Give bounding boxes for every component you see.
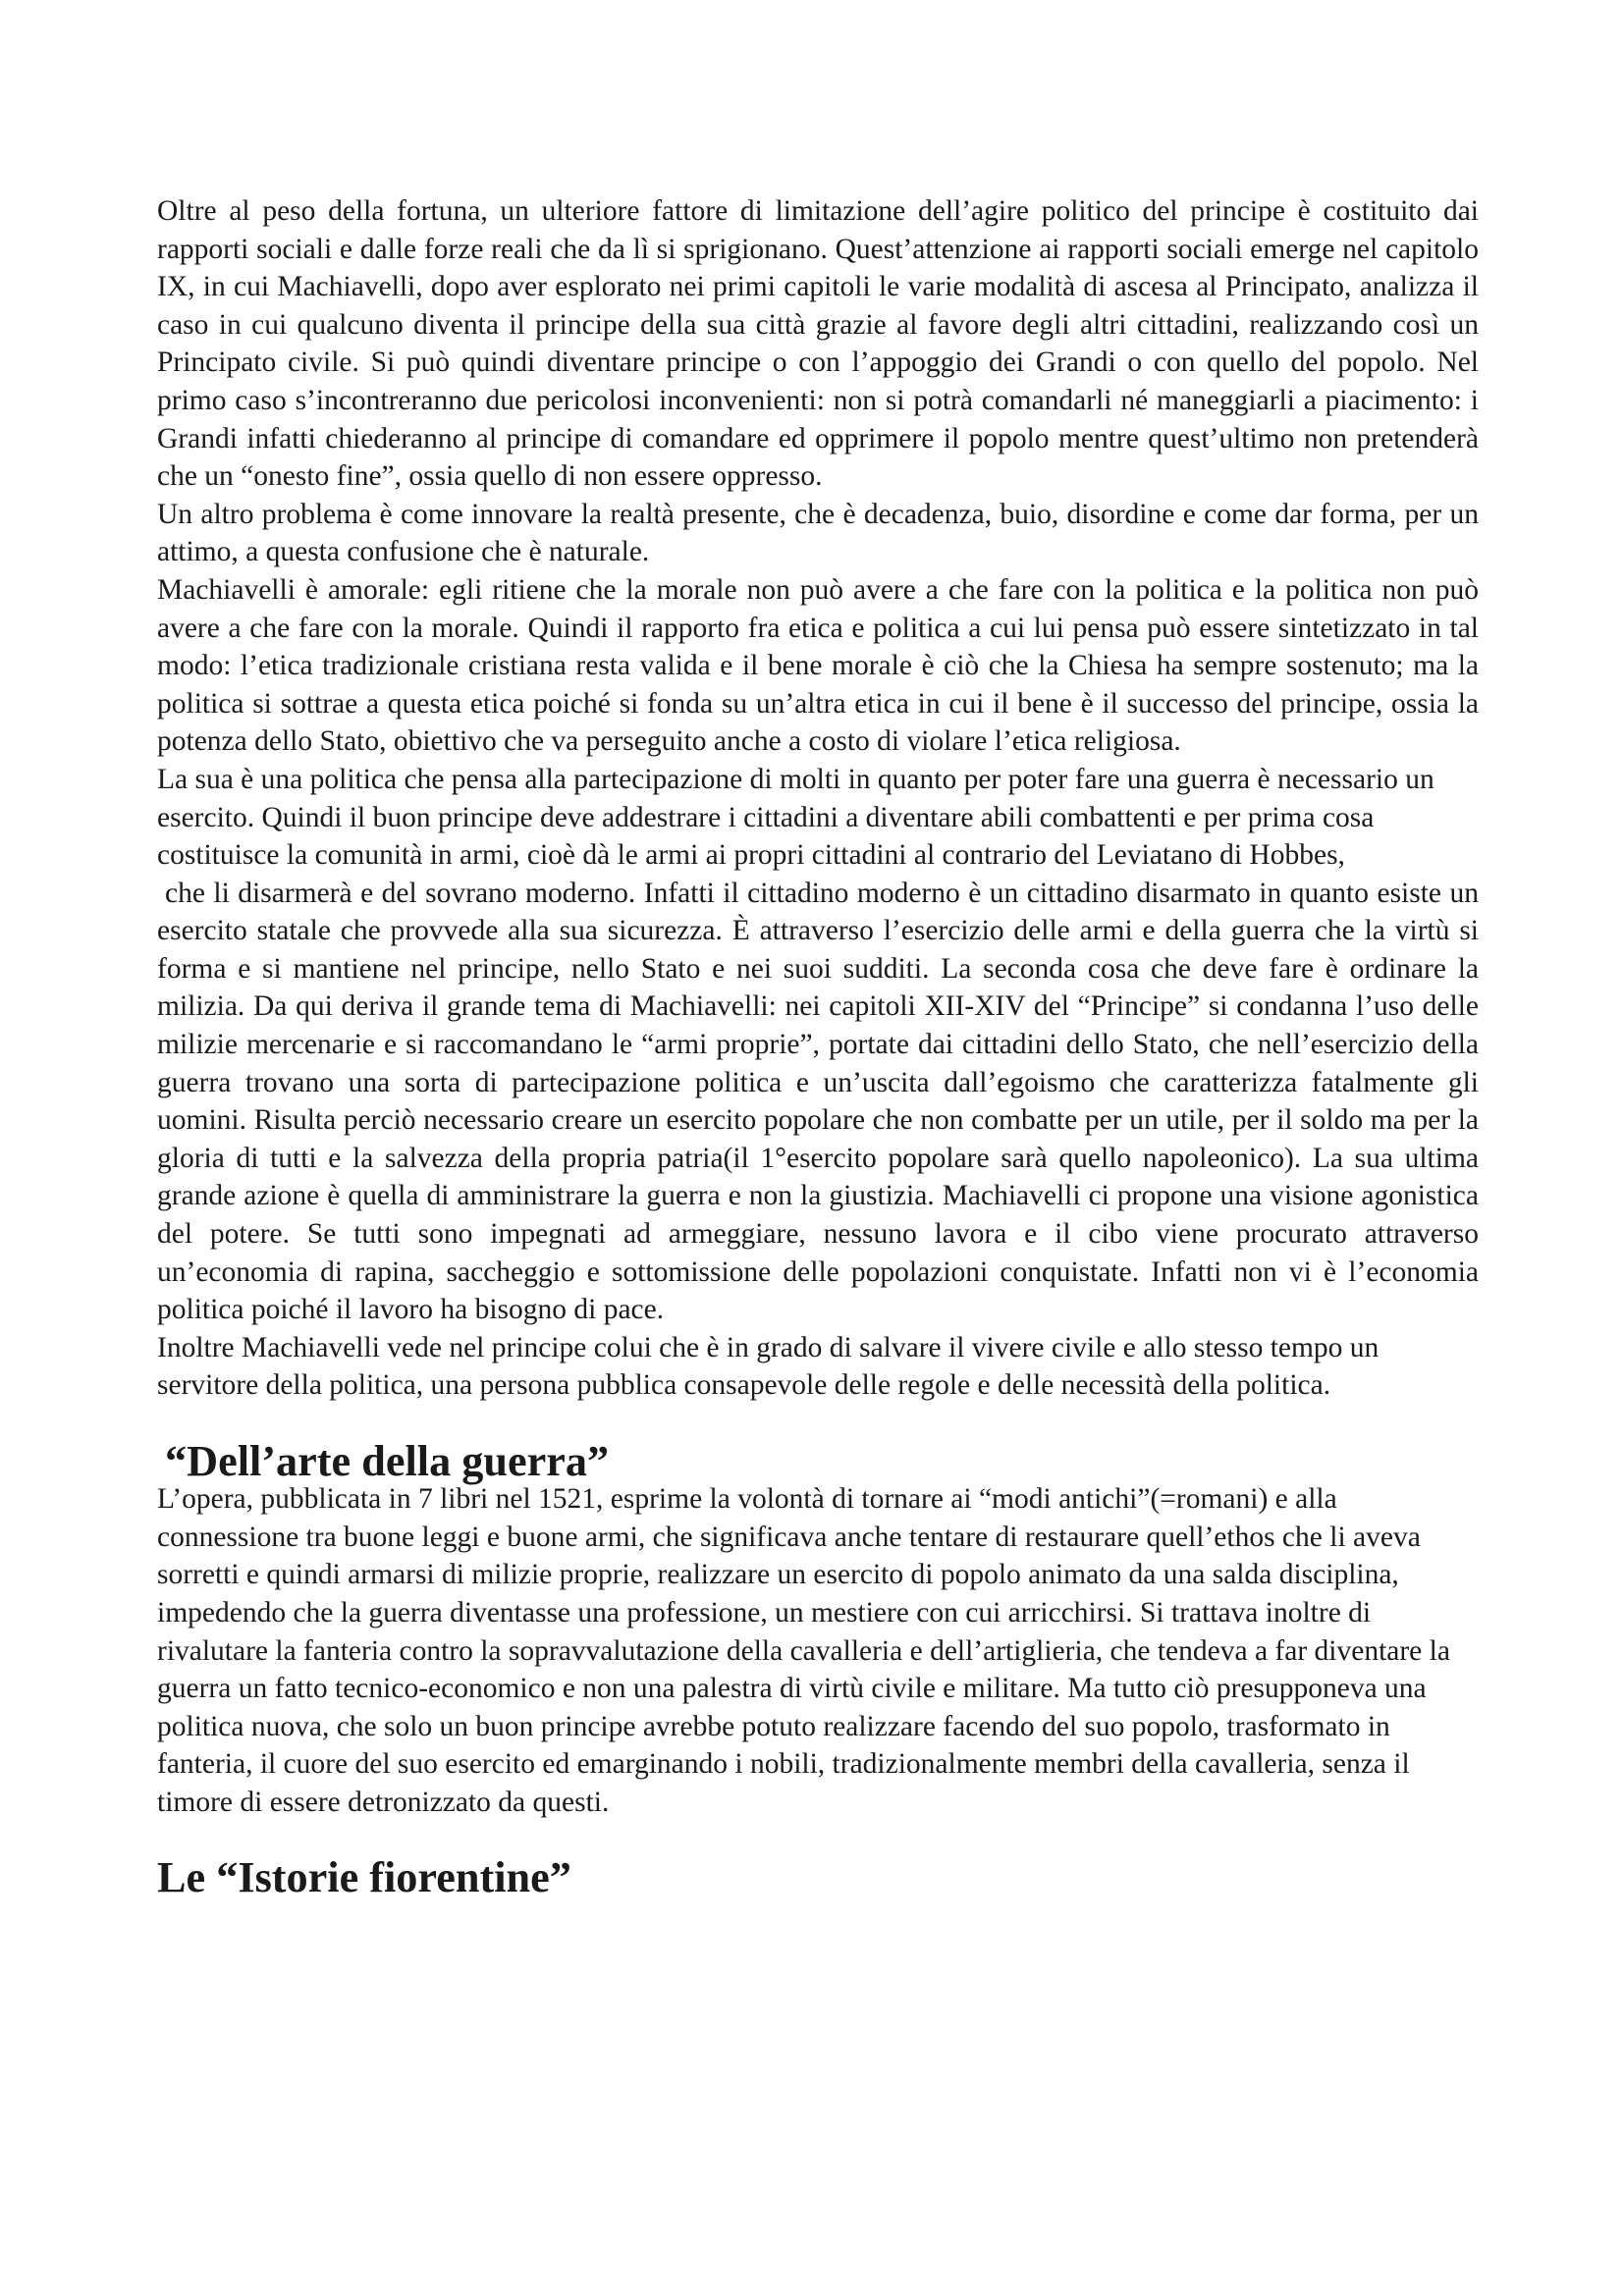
heading-istorie-fiorentine: Le “Istorie fiorentine” xyxy=(157,1853,571,1902)
paragraph-fortuna-rapporti-sociali: Oltre al peso della fortuna, un ulteriore fattore di limitazione dell’agire politico del principe è costituito dai rapporti sociali e dalle forze reali che da lì si sprigionano. Quest’attenzione ai rapporti sociali emerge nel capitolo IX, in cui Machiavelli, dopo aver esplorato nei primi capitoli le varie modalità di ascesa al Principato, analizza il caso in cui qualcuno diventa il principe della sua città grazie al favore degli altri cittadini, realizzando così un Principato civile. Si può quindi diventare principe o con l’appoggio dei Grandi o con quello del popolo. Nel primo caso s’incontreranno due pericolosi inconvenienti: non si potrà comandarli né maneggiarli a piacimento: i Grandi infatti chiederanno al principe di comandare ed opprimere il popolo mentre quest’ultimo non pretenderà che un “onesto fine”, ossia quello di non essere oppresso. xyxy=(157,195,1479,493)
paragraph-innovare-realta: Un altro problema è come innovare la realtà presente, che è decadenza, buio, disordine e come dar forma, per un attimo, a questa confusione che è naturale. xyxy=(157,498,1479,568)
document-page xyxy=(157,192,1479,1902)
paragraph-cittadino-disarmato: che li disarmerà e del sovrano moderno. Infatti il cittadino moderno è un cittadino disarmato in quanto esiste un esercito statale che provvede alla sua sicurezza. È attraverso l’esercizio delle armi e della guerra che la virtù si forma e si mantiene nel principe, nello Stato e nei suoi sudditi. La seconda cosa che deve fare è ordinare la milizia. Da qui deriva il grande tema di Machiavelli: nei capitoli XII-XIV del “Principe” si condanna l’uso delle milizie mercenarie e si raccomandano le “armi proprie”, portate dai cittadini dello Stato, che nell’esercizio della guerra trovano una sorta di partecipazione politica e un’uscita dall’egoismo che caratterizza fatalmente gli uomini. Risulta perciò necessario creare un esercito popolare che non combatte per un utile, per il soldo ma per la gloria di tutti e la salvezza della propria patria(il 1°esercito popolare sarà quello napoleonico). La sua ultima grande azione è quella di amministrare la guerra e non la giustizia. Machiavelli ci propone una visione agonistica del potere. Se tutti sono impegnati ad armeggiare, nessuno lavora e il cibo viene procurato attraverso un’economia di rapina, saccheggio e sottomissione delle popolazioni conquistate. Infatti non vi è l’economia politica poiché il lavoro ha bisogno di pace. xyxy=(157,877,1479,1326)
paragraph-partecipazione-esercito: La sua è una politica che pensa alla partecipazione di molti in quanto per poter fare una guerra è necessario un esercito. Quindi il buon principe deve addestrare i cittadini a diventare abili combattenti e per prima cosa costituisce la comunità in armi, cioè dà le armi ai propri cittadini al contrario del Leviatano di Hobbes, xyxy=(157,763,1434,872)
paragraph-principe-vivere-civile: Inoltre Machiavelli vede nel principe colui che è in grado di salvare il vivere civile e allo stesso tempo un servitore della politica, una persona pubblica consapevole delle regole e delle necessità della politica. xyxy=(157,1331,1380,1402)
paragraph-arte-della-guerra: L’opera, pubblicata in 7 libri nel 1521, esprime la volontà di tornare ai “modi antichi”(=romani) e alla connessione tra buone leggi e buone armi, che significava anche tentare di restaurare quell’ethos che li aveva sorretti e quindi armarsi di milizie proprie, realizzare un esercito di popolo animato da una salda disciplina, impedendo che la guerra diventasse una professione, un mestiere con cui arricchirsi. Si trattava inoltre di rivalutare la fanteria contro la sopravvalutazione della cavalleria e dell’artiglieria, che tendeva a far diventare la guerra un fatto tecnico-economico e non una palestra di virtù civile e militare. Ma tutto ciò presupponeva una politica nuova, che solo un buon principe avrebbe potuto realizzare facendo del suo popolo, trasformato in fanteria, il cuore del suo esercito ed emarginando i nobili, tradizionalmente membri della cavalleria, senza il timore di essere detronizzato da questi. xyxy=(157,1483,1450,1818)
paragraph-machiavelli-amorale: Machiavelli è amorale: egli ritiene che la morale non può avere a che fare con la politica e la politica non può avere a che fare con la morale. Quindi il rapporto fra etica e politica a cui lui pensa può essere sintetizzato in tal modo: l’etica tradizionale cristiana resta valida e il bene morale è ciò che la Chiesa ha sempre sostenuto; ma la politica si sottrae a questa etica poiché si fonda su un’altra etica in cui il bene è il successo del principe, ossia la potenza dello Stato, obiettivo che va perseguito anche a costo di violare l’etica religiosa. xyxy=(157,573,1479,758)
heading-arte-della-guerra: “Dell’arte della guerra” xyxy=(165,1436,610,1485)
